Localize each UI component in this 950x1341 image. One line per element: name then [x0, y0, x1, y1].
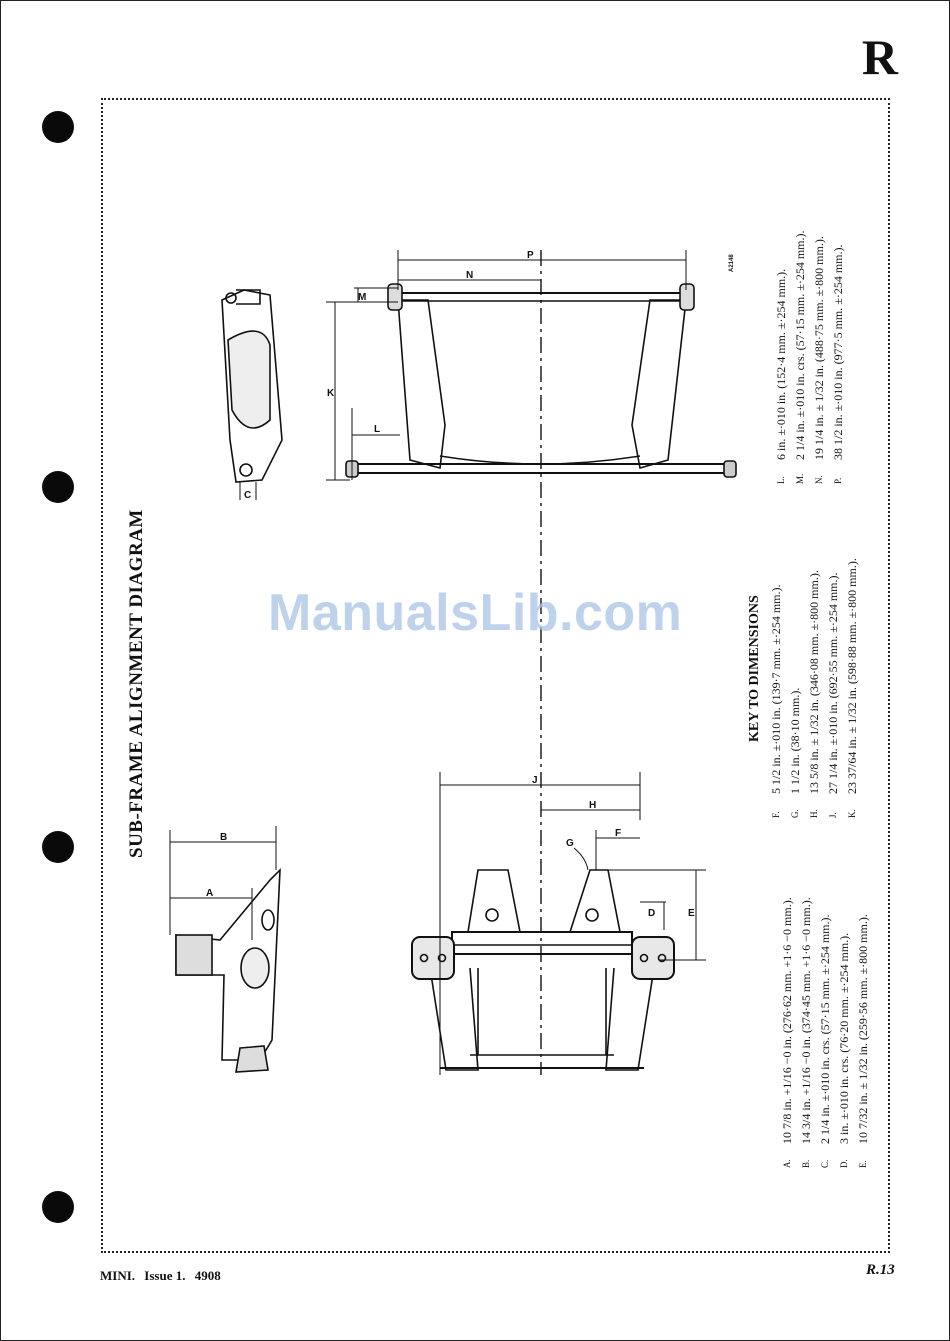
- key-item: J. 27 1/4 in. ±·010 in. (692·55 mm. ±·254 mm.).: [826, 572, 840, 818]
- dim-label-P: P: [527, 250, 534, 261]
- dim-label-C: C: [244, 490, 252, 501]
- footer-left: [100, 1268, 227, 1284]
- key-item: M. 2 1/4 in. ±·010 in. crs. (57·15 mm. ±·254 mm.).: [793, 230, 807, 484]
- footer-model: MINI.: [100, 1268, 136, 1283]
- key-item: N. 19 1/4 in. ± 1/32 in. (488·75 mm. ±·800 mm.).: [812, 236, 826, 484]
- dim-label-A: A: [206, 888, 214, 899]
- key-item: P. 38 1/2 in. ±·010 in. (977·5 mm. ±·254 mm.).: [831, 244, 845, 484]
- front-subframe-plan: [412, 870, 674, 1070]
- key-item: L. 6 in. ±·010 in. (152·4 mm. ±·254 mm.).: [774, 268, 788, 484]
- key-title: KEY TO DIMENSIONS: [747, 595, 762, 742]
- key-item: C. 2 1/4 in. ±·010 in. crs. (57·15 mm. ±·254 mm.).: [818, 914, 832, 1168]
- key-item: K. 23 37/64 in. ± 1/32 in. (598·88 mm. ±·800 mm.).: [845, 558, 859, 818]
- key-item: F. 5 1/2 in. ±·010 in. (139·7 mm. ±·254 mm.).: [769, 584, 783, 818]
- footer-issue: Issue 1.: [144, 1268, 186, 1283]
- front-subframe-side: [176, 870, 280, 1072]
- footer-code: 4908: [194, 1268, 221, 1283]
- page-title: SUB-FRAME ALIGNMENT DIAGRAM: [126, 509, 147, 858]
- dim-label-E: E: [688, 908, 695, 919]
- dim-label-G: G: [566, 838, 574, 849]
- key-item: A. 10 7/8 in. +1/16 −0 in. (276·62 mm. +1·6 −0 mm.).: [780, 897, 794, 1168]
- dim-label-J: J: [532, 775, 538, 786]
- watermark: ManualsLib.com: [268, 584, 683, 642]
- dim-label-D: D: [648, 908, 656, 919]
- dim-label-B: B: [220, 832, 228, 843]
- section-letter: R: [861, 29, 898, 85]
- dim-label-K: K: [327, 388, 335, 399]
- rear-subframe-side: [222, 290, 282, 482]
- dim-label-F: F: [615, 828, 622, 839]
- key-item: B. 14 3/4 in. +1/16 −0 in. (374·45 mm. +1·6 −0 mm.).: [799, 897, 813, 1168]
- key-item: H. 13 5/8 in. ± 1/32 in. (346·08 mm. ±·800 mm.).: [807, 570, 821, 818]
- drawing-ref: A2148: [729, 254, 735, 272]
- dim-label-M: M: [358, 292, 367, 303]
- key-item: G. 1 1/2 in. (38·10 mm.).: [788, 687, 802, 818]
- dim-label-L: L: [374, 424, 381, 435]
- page-number: R.13: [866, 1262, 895, 1278]
- dim-label-N: N: [466, 270, 474, 281]
- key-item: E. 10 7/32 in. ± 1/32 in. (259·56 mm. ±·800 mm.).: [856, 914, 870, 1168]
- key-item: D. 3 in. ±·010 in. crs. (76·20 mm. ±·254 mm.).: [837, 932, 851, 1168]
- dim-label-H: H: [589, 800, 597, 811]
